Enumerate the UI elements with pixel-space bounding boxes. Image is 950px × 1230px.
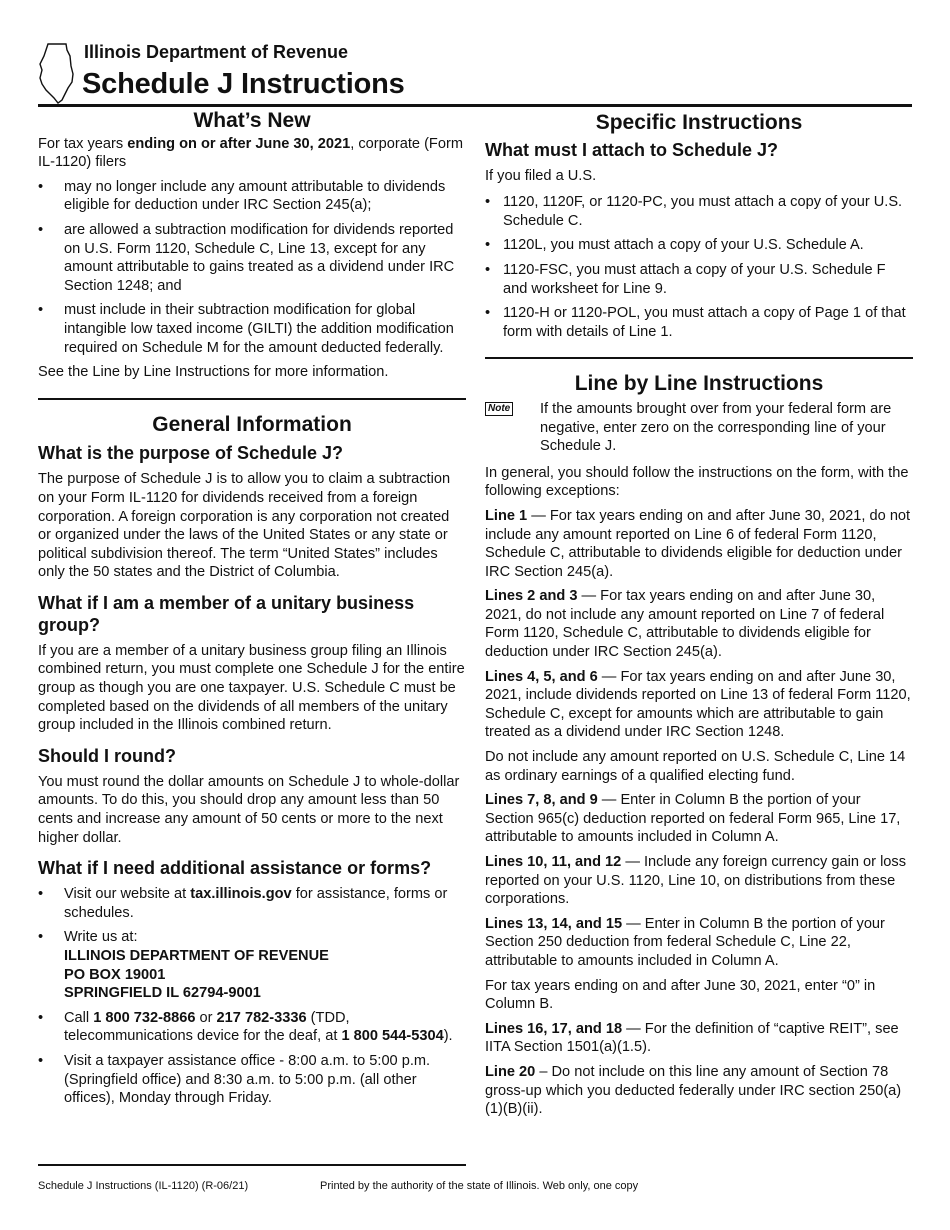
list-item: • 1120L, you must attach a copy of your U.S. Schedule A. [485,236,913,255]
list-item: • Call 1 800 732-8866 or 217 782-3336 (TDD, telecommunications device for the deaf, at 1 800 544-5304). [38,1009,466,1046]
line-by-line-heading: Line by Line Instructions [574,372,824,396]
note-text: If the amounts brought over from your federal form are negative, enter zero on the corresponding line of your Schedule J. [540,400,892,455]
round-question: Should I round? [38,745,176,766]
list-item: • Visit our website at tax.illinois.gov for assistance, forms or schedules. [38,885,466,922]
form-identifier: Schedule J Instructions (IL-1120) (R-06/21) [38,1180,249,1192]
purpose-text: The purpose of Schedule J is to allow you to claim a subtraction on your Form IL-1120 for dividends received from a foreign corporation. A foreign corporation is any corporation not created or organized under the laws of the United States or any state or political subdivision thereof. The term “United States” includes only the 50 states and the District of Columbia. [38,471,451,581]
whats-new-heading: What’s New [193,109,311,132]
mailing-address: ILLINOIS DEPARTMENT OF REVENUE PO BOX 19001 SPRINGFIELD IL 62794-9001 [64,948,329,1002]
assistance-list [38,885,466,1108]
list-item: • may no longer include any amount attributable to dividends eligible for deduction under IRC Section 245(a); [38,178,466,215]
note-icon: Note [485,402,513,416]
note-block [485,400,913,456]
attach-intro: If you filed a U.S. [485,167,597,184]
department-name: Illinois Department of Revenue [84,42,349,62]
whats-new-list [38,178,466,357]
unitary-question: What if I am a member of a unitary business group? [38,592,415,635]
list-item: • are allowed a subtraction modification for dividends reported on U.S. Form 1120, Schedule C, Line 13, except for any amount attributable to gains treated as a dividend under IRC Section 1248; and [38,221,466,295]
line-item: Line 1 — For tax years ending on and after June 30, 2021, do not include any amount reported on Line 6 of federal Form 1120, Schedule C, attributable to dividends eligible for deduction under IRC Section 245(a). [485,507,911,580]
whats-new-see-also: See the Line by Line Instructions for more information. [38,364,389,381]
general-info-heading: General Information [152,412,352,436]
unitary-text: If you are a member of a unitary business group filing an Illinois combined return, you must complete one Schedule J for the entire group as though you are one taxpayer. U.S. Schedule C must be completed based on the dividends of all members of the unitary group included in the Illinois combined return. [38,642,465,734]
line-item: Line 20 – Do not include on this line any amount of Section 78 gross-up which you deducted federally under IRC section 250(a)(1)(B)(ii). [485,1063,902,1118]
line-item: Lines 13, 14, and 15 — Enter in Column B the portion of your Section 250 deduction from federal Schedule C, Line 22, attributable to amounts included in Column A. [485,915,885,969]
line-item: Lines 2 and 3 — For tax years ending on and after June 30, 2021, do not include any amount reported on Line 7 of federal Form 1120, Schedule C, attributable to dividends eligible for deduction under IRC Section 245(a). [485,588,885,661]
line-item: Lines 16, 17, and 18 — For the definition of “captive REIT”, see IITA Section 1501(a)(1.5). [485,1020,899,1056]
line-item: For tax years ending on and after June 30, 2021, enter “0” in Column B. [485,977,876,1013]
section-divider [38,398,466,400]
line-item: Lines 7, 8, and 9 — Enter in Column B the portion of your Section 965(c) deduction reported on federal Form 965, Line 17, attributable to amounts included in Column A. [485,792,901,846]
attach-question: What must I attach to Schedule J? [485,139,779,160]
list-item: • 1120-FSC, you must attach a copy of your U.S. Schedule F and worksheet for Line 9. [485,261,913,298]
section-divider [485,357,913,359]
page-title: Schedule J Instructions [82,68,405,100]
list-item: • 1120-H or 1120-POL, you must attach a copy of Page 1 of that form with details of Line 1. [485,304,913,341]
document-header [38,38,912,104]
list-item: • 1120, 1120F, or 1120-PC, you must attach a copy of your U.S. Schedule C. [485,193,913,230]
list-item: • Visit a taxpayer assistance office - 8:00 a.m. to 5:00 p.m. (Springfield office) and 8:30 a.m. to 5:00 p.m. (all other offices), Monday through Friday. [38,1052,466,1108]
line-item: Lines 10, 11, and 12 — Include any foreign currency gain or loss reported on your U.S. 1120, Line 10, on distributions from these corporations. [485,854,907,908]
line-general-text: In general, you should follow the instructions on the form, with the following exceptions: [485,464,909,500]
printing-notice: Printed by the authority of the state of Illinois. Web only, one copy [320,1180,639,1192]
line-item: Lines 4, 5, and 6 — For tax years ending on and after June 30, 2021, include dividends reported on Line 13 of federal Form 1120, Schedule C, except for amounts which are attributable to gain treated as a dividend under IRC Section 1248. [485,668,911,741]
purpose-question: What is the purpose of Schedule J? [38,443,344,464]
line-item: Do not include any amount reported on U.S. Schedule C, Line 14 as ordinary earnings of a qualified electing fund. [485,749,906,784]
illinois-state-outline-icon [38,42,78,104]
right-column [485,110,913,1119]
left-column [38,110,466,1108]
attach-list [485,193,913,341]
list-item: • Write us at: ILLINOIS DEPARTMENT OF REVENUE PO BOX 19001 SPRINGFIELD IL 62794-9001 [38,928,466,1002]
assistance-question: What if I need additional assistance or forms? [38,858,432,879]
header-rule [38,104,912,107]
whats-new-intro: For tax years ending on or after June 30, 2021, corporate (Form IL-1120) filers [38,135,463,171]
list-item: • must include in their subtraction modification for global intangible low taxed income (GILTI) the addition modification required on Schedule M for the amount deducted federally. [38,301,466,357]
specific-instructions-heading: Specific Instructions [595,111,803,134]
round-text: You must round the dollar amounts on Schedule J to whole-dollar amounts. To do this, you should drop any amount less than 50 cents and increase any amount of 50 cents or more to the next higher dollar. [38,773,460,846]
website-link[interactable]: tax.illinois.gov [190,886,292,903]
footer-rule [38,1164,466,1166]
